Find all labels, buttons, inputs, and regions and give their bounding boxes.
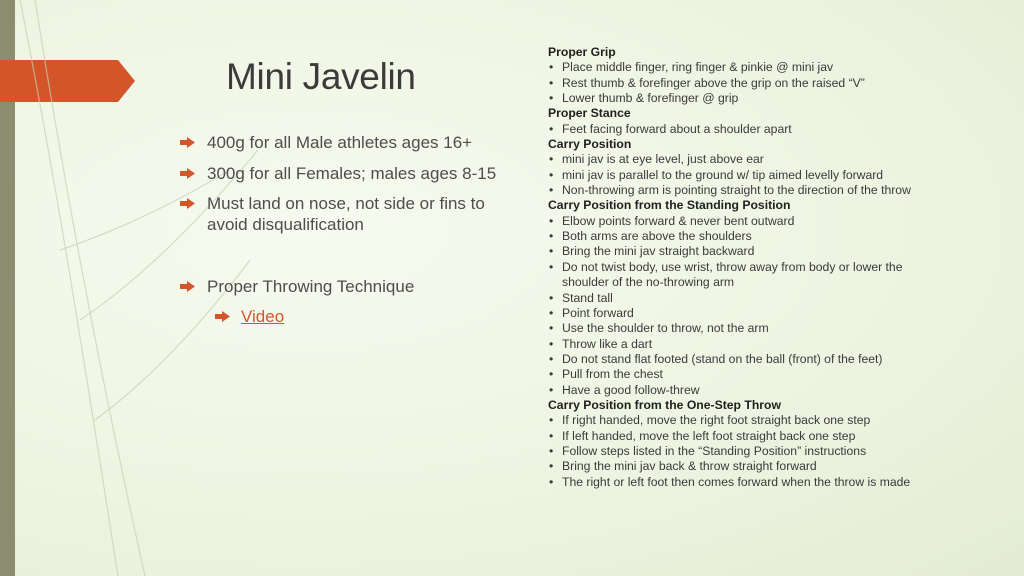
arrow-bullet-icon <box>180 137 195 148</box>
technique-item: • The right or left foot then comes forward when the throw is made <box>548 475 918 490</box>
arrow-bullet-icon <box>180 198 195 209</box>
bullet-text: Must land on nose, not side or fins to avoid disqualification <box>207 194 485 234</box>
technique-item: • mini jav is at eye level, just above ear <box>548 152 918 167</box>
section-heading: Carry Position from the One-Step Throw <box>548 397 781 412</box>
slide-title: Mini Javelin <box>226 56 416 97</box>
technique-item: • Bring the mini jav back & throw straight forward <box>548 459 918 474</box>
technique-item: • Point forward <box>548 306 918 321</box>
bullet-item <box>180 164 525 185</box>
technique-item: • If right handed, move the right foot straight back one step <box>548 413 918 428</box>
bullet-item <box>180 194 525 235</box>
technique-item: • Stand tall <box>548 291 918 306</box>
bullet-item <box>180 133 525 154</box>
section-heading: Carry Position <box>548 137 632 152</box>
technique-item: • mini jav is parallel to the ground w/ tip aimed levelly forward <box>548 168 918 183</box>
technique-item: • Non-throwing arm is pointing straight to the direction of the throw <box>548 183 918 198</box>
arrow-bullet-icon <box>180 281 195 292</box>
section-heading: Proper Stance <box>548 106 631 121</box>
technique-item: • Feet facing forward about a shoulder apart <box>548 122 918 137</box>
technique-item: • Elbow points forward & never bent outward <box>548 214 918 229</box>
technique-item: • Do not twist body, use wrist, throw away from body or lower the shoulder of the no-throwing arm <box>548 260 918 291</box>
technique-item: • Follow steps listed in the “Standing Position” instructions <box>548 444 918 459</box>
technique-item: • Lower thumb & forefinger @ grip <box>548 91 918 106</box>
bullet-text: 300g for all Females; males ages 8-15 <box>207 163 497 183</box>
technique-item: • Bring the mini jav straight backward <box>548 244 918 259</box>
bullet-text: 400g for all Male athletes ages 16+ <box>207 133 473 152</box>
technique-column <box>548 45 918 490</box>
video-link[interactable]: Video <box>241 306 285 326</box>
section-heading: Proper Grip <box>548 45 616 59</box>
technique-item: • Pull from the chest <box>548 367 918 382</box>
technique-item: • Throw like a dart <box>548 337 918 352</box>
technique-item: • Rest thumb & forefinger above the grip on the raised “V” <box>548 76 918 91</box>
bullet-text: Proper Throwing Technique <box>207 277 415 296</box>
technique-item: • Have a good follow-threw <box>548 383 918 398</box>
technique-item: • If left handed, move the left foot straight back one step <box>548 429 918 444</box>
arrow-bullet-icon <box>215 311 230 322</box>
sub-bullet-item <box>180 307 525 328</box>
technique-item: • Use the shoulder to throw, not the arm <box>548 321 918 336</box>
arrow-bullet-icon <box>180 168 195 179</box>
technique-item: • Place middle finger, ring finger & pinkie @ mini jav <box>548 60 918 75</box>
technique-item: • Do not stand flat footed (stand on the ball (front) of the feet) <box>548 352 918 367</box>
accent-arrow-tab <box>0 60 135 102</box>
bullet-item <box>180 277 525 298</box>
technique-item: • Both arms are above the shoulders <box>548 229 918 244</box>
bullet-list <box>180 133 525 327</box>
section-heading: Carry Position from the Standing Position <box>548 198 791 213</box>
